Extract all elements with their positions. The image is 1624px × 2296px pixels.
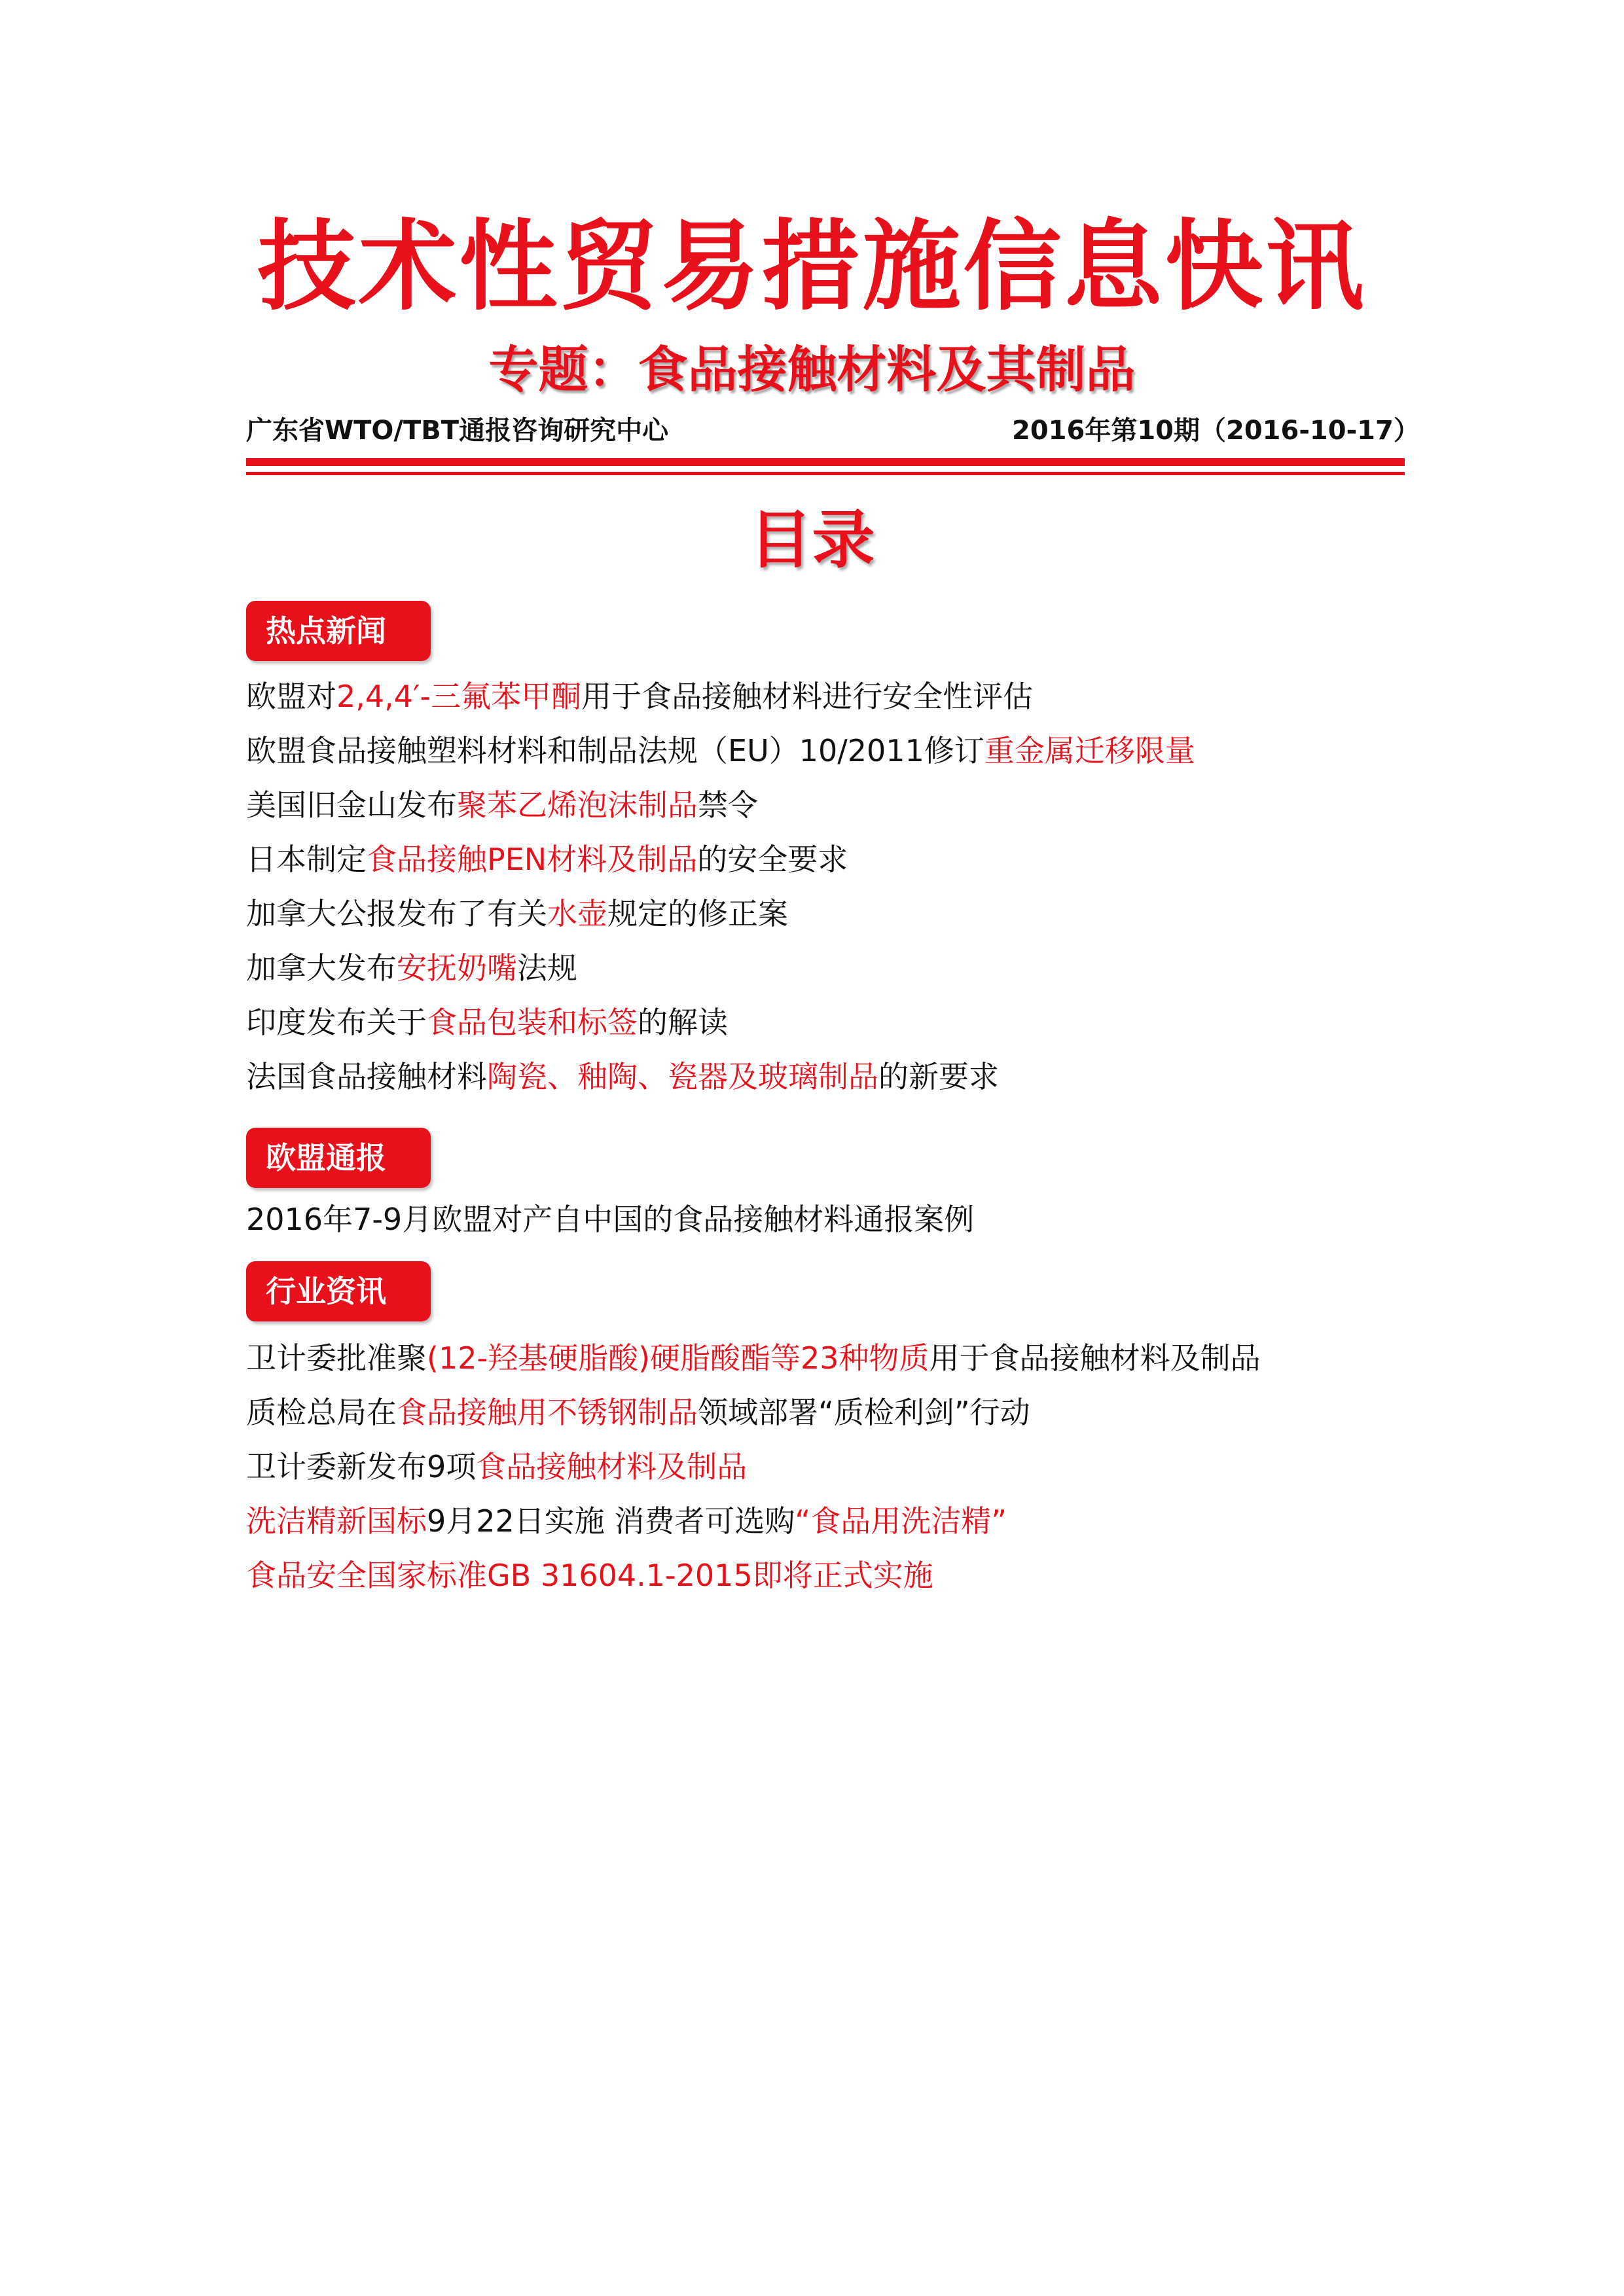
toc-item[interactable] <box>246 840 848 879</box>
toc-item-text: 规定的修正案 <box>607 896 788 931</box>
publisher-name: 广东省WTO/TBT通报咨询研究中心 <box>246 416 669 446</box>
toc-item-text: 美国旧金山发布 <box>246 787 457 823</box>
toc-item[interactable] <box>246 1057 999 1096</box>
section-badge-hot-news: 热点新闻 <box>246 601 431 661</box>
toc-item-text: 领域部署“质检利剑”行动 <box>698 1395 1030 1430</box>
toc-item[interactable] <box>246 1393 1030 1432</box>
header-rule-thin <box>246 472 1405 475</box>
toc-item-text: 的新要求 <box>878 1059 999 1094</box>
header-rule-thick <box>246 458 1405 466</box>
toc-item-text: 用于食品接触材料进行安全性评估 <box>581 679 1034 714</box>
toc-item[interactable] <box>246 731 1195 770</box>
toc-item-text: 的安全要求 <box>697 842 848 877</box>
toc-item-highlight: 安抚奶嘴 <box>397 950 517 986</box>
toc-item-highlight: 食品接触用不锈钢制品 <box>397 1395 698 1430</box>
toc-item-text: 质检总局在 <box>246 1395 397 1430</box>
toc-item[interactable] <box>246 1338 1261 1378</box>
toc-item-highlight: 水壶 <box>547 896 607 931</box>
toc-item-text: 2016年7-9月欧盟对产自中国的食品接触材料通报案例 <box>246 1202 975 1237</box>
newsletter-title: 技术性贸易措施信息快讯 <box>257 210 1367 324</box>
toc-item-text: 日本制定 <box>246 842 367 877</box>
toc-item[interactable] <box>246 948 577 988</box>
toc-item[interactable] <box>246 894 788 933</box>
toc-item-highlight: “食品用洗洁精” <box>795 1503 1007 1539</box>
toc-item[interactable] <box>246 785 758 825</box>
toc-item-highlight: 食品接触PEN材料及制品 <box>367 842 698 877</box>
toc-item[interactable] <box>246 677 1033 716</box>
toc-item-text: 卫计委新发布9项 <box>246 1449 477 1484</box>
section-badge-industry-news: 行业资讯 <box>246 1261 431 1321</box>
toc-item-highlight: 食品接触材料及制品 <box>476 1449 748 1484</box>
toc-item-text: 法规 <box>517 950 577 986</box>
toc-item-highlight: 聚苯乙烯泡沫制品 <box>457 787 698 823</box>
issue-info: 2016年第10期（2016-10-17） <box>1012 416 1420 446</box>
toc-item-highlight: (12-羟基硬脂酸)硬脂酸酯等23种物质 <box>427 1340 929 1376</box>
toc-item-text: 欧盟对 <box>246 679 336 714</box>
toc-item-highlight: 重金属迁移限量 <box>984 733 1195 768</box>
toc-item-highlight: 食品包装和标签 <box>427 1005 638 1040</box>
toc-item-highlight: 2,4,4′-三氟苯甲酮 <box>336 679 582 714</box>
newsletter-subtitle: 专题：食品接触材料及其制品 <box>488 340 1136 399</box>
toc-item[interactable] <box>246 1556 933 1595</box>
toc-item-text: 禁令 <box>698 787 758 823</box>
toc-item-text: 法国食品接触材料 <box>246 1059 487 1094</box>
toc-title: 目录 <box>749 503 875 577</box>
toc-item[interactable] <box>246 1003 728 1042</box>
toc-item-text: 欧盟食品接触塑料材料和制品法规（EU）10/2011修订 <box>246 733 984 768</box>
toc-item[interactable] <box>246 1447 747 1486</box>
toc-item-highlight: 食品安全国家标准GB 31604.1-2015即将正式实施 <box>246 1558 933 1593</box>
toc-item-text: 卫计委批准聚 <box>246 1340 427 1376</box>
toc-item[interactable] <box>246 1501 1007 1541</box>
toc-item-highlight: 陶瓷、釉陶、瓷器及玻璃制品 <box>487 1059 878 1094</box>
toc-item[interactable] <box>246 1200 974 1239</box>
toc-item-text: 加拿大公报发布了有关 <box>246 896 547 931</box>
toc-item-text: 印度发布关于 <box>246 1005 427 1040</box>
toc-item-text: 9月22日实施 消费者可选购 <box>427 1503 795 1539</box>
toc-item-text: 的解读 <box>638 1005 728 1040</box>
toc-item-highlight: 洗洁精新国标 <box>246 1503 427 1539</box>
toc-item-text: 加拿大发布 <box>246 950 397 986</box>
toc-item-text: 用于食品接触材料及制品 <box>929 1340 1261 1376</box>
section-badge-eu-notifications: 欧盟通报 <box>246 1128 431 1188</box>
